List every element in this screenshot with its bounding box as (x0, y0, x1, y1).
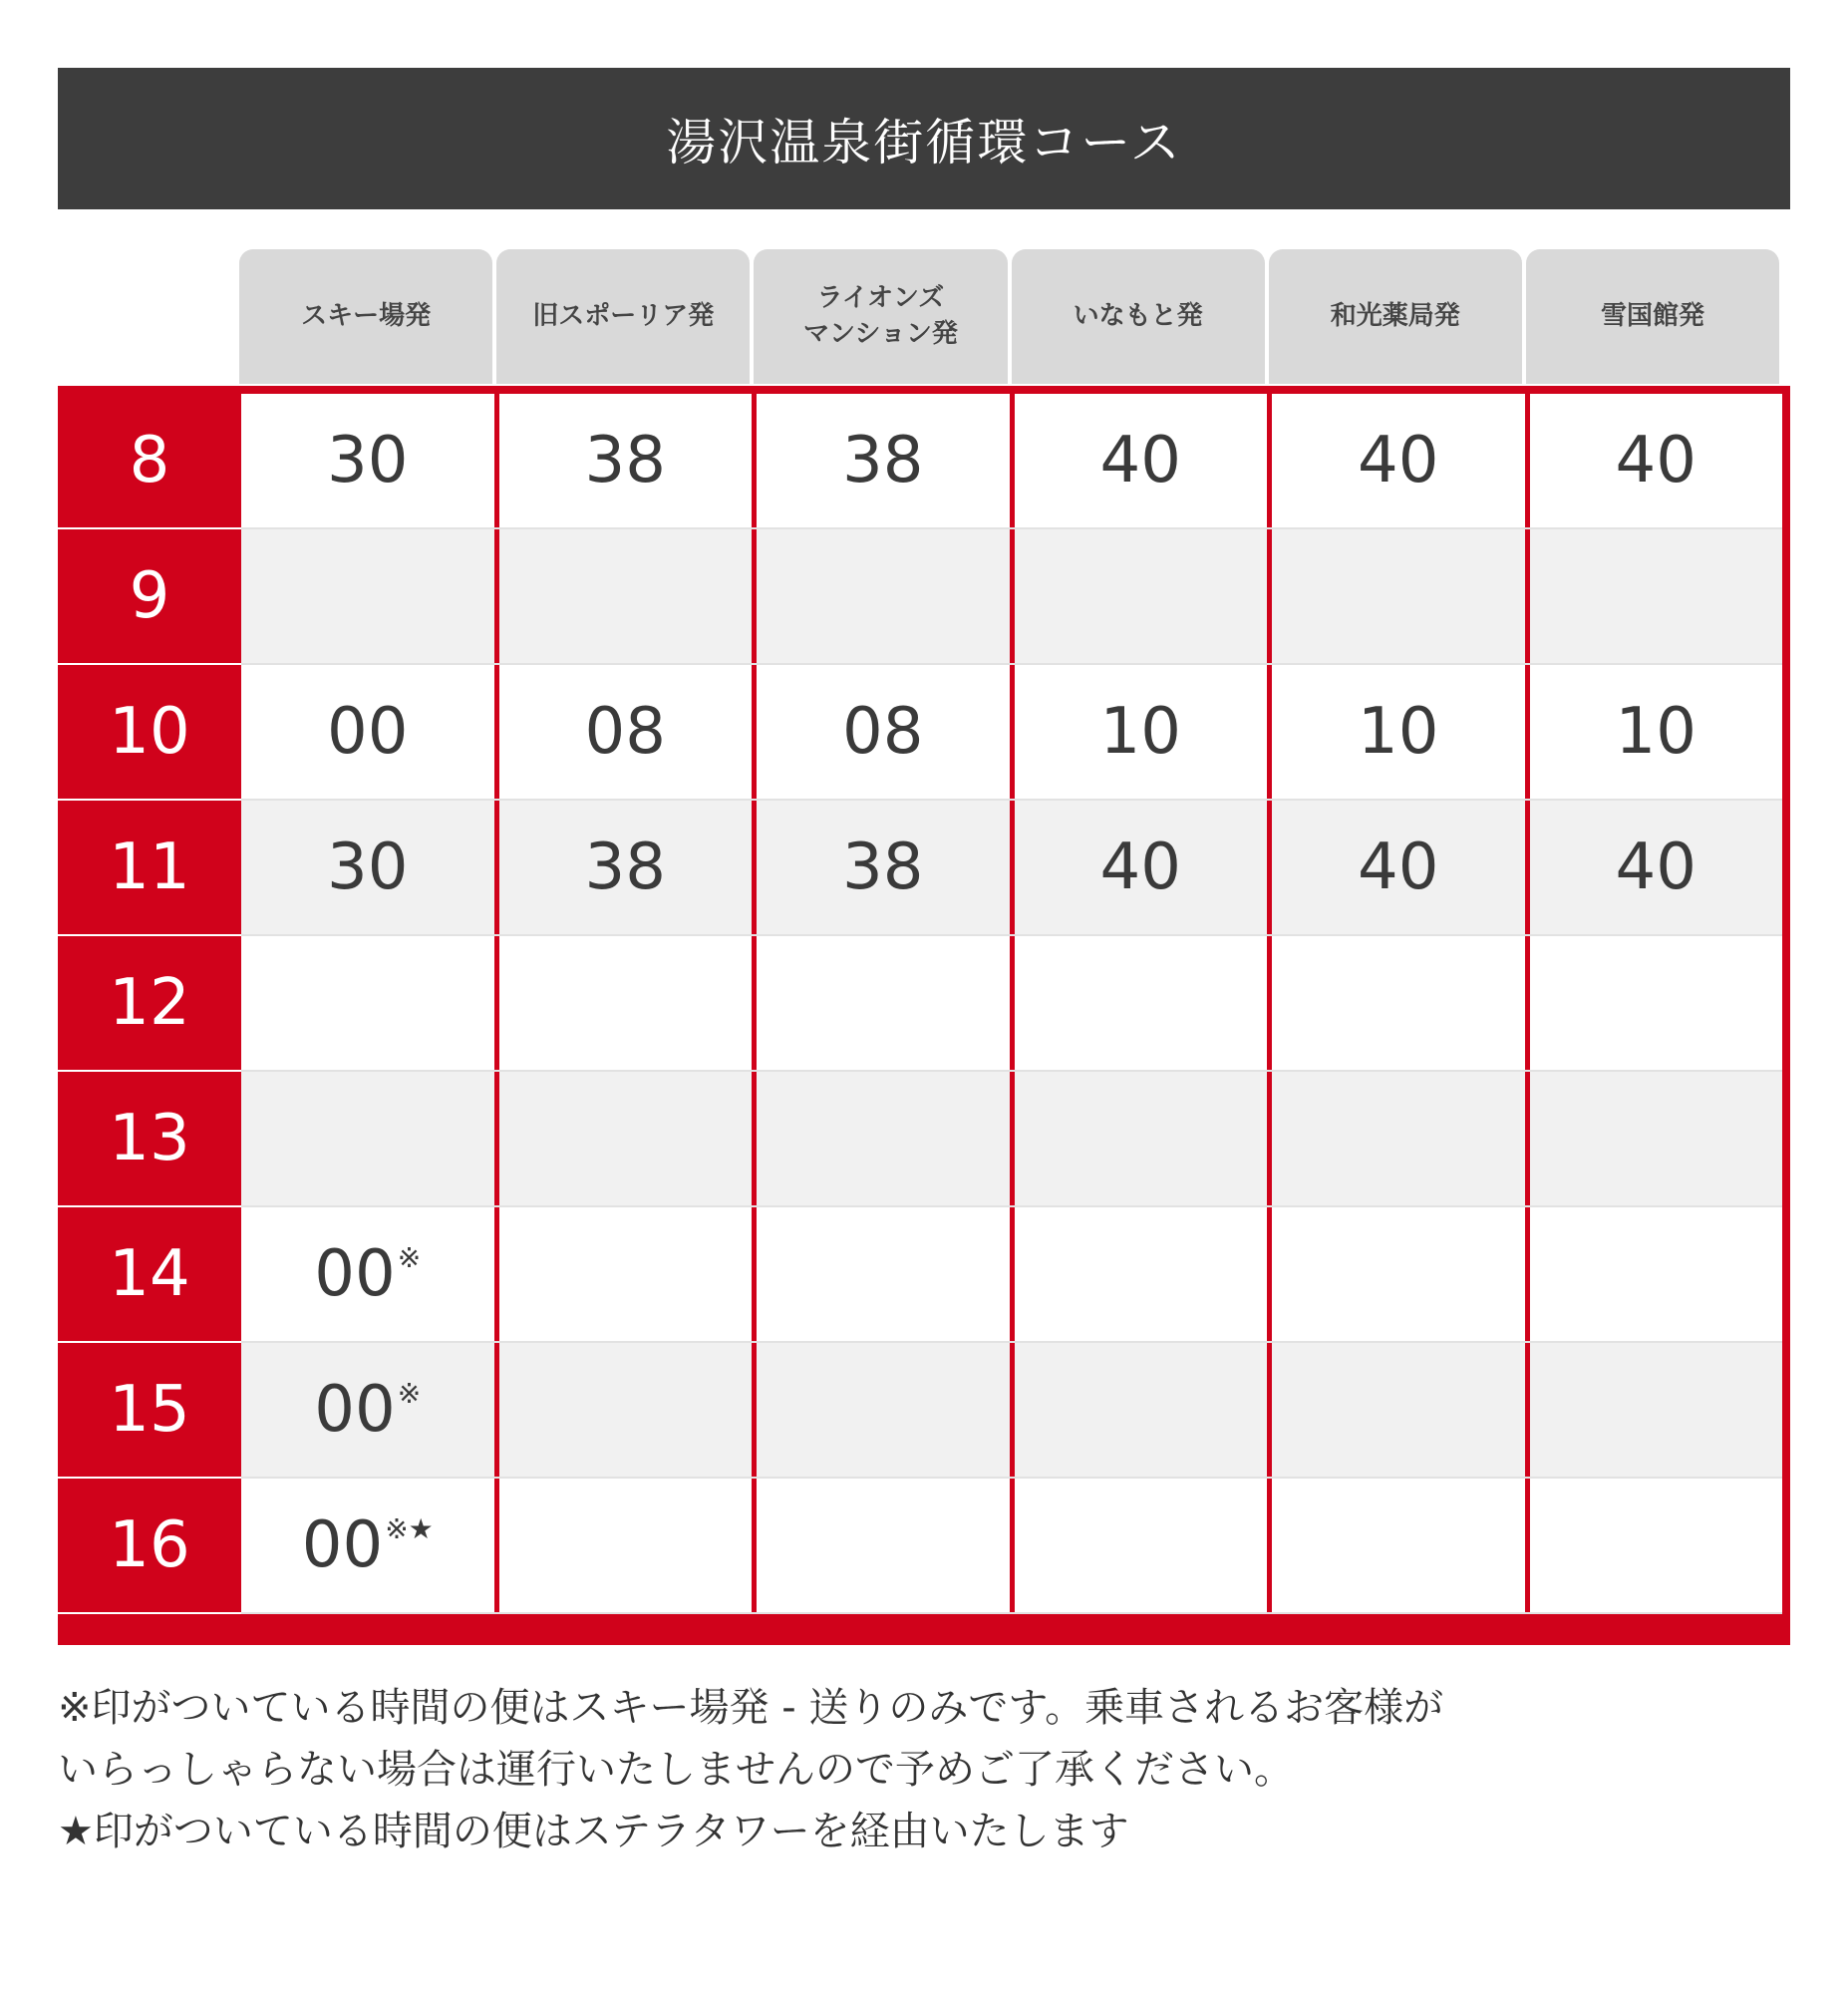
departure-time-cell (241, 1343, 494, 1477)
timetable-row (58, 936, 1790, 1072)
row-divider (241, 1612, 1782, 1614)
departure-time-cell (241, 936, 494, 1070)
departure-time-cell (1272, 1343, 1525, 1477)
hour-label: 12 (58, 936, 241, 1070)
timetable-row (58, 801, 1790, 936)
departure-time-cell (1530, 1207, 1783, 1341)
departure-time-cell (1015, 1207, 1268, 1341)
footnotes (58, 1677, 1752, 1862)
departure-minute: 08 (842, 695, 924, 769)
departure-minute: 00 (327, 695, 409, 769)
departure-minute: 10 (1615, 695, 1696, 769)
departure-time-cell (1530, 801, 1783, 934)
hour-divider (58, 1612, 241, 1614)
departure-time-cell (757, 1479, 1010, 1612)
departure-minute: 00 (314, 1373, 396, 1447)
departure-minute: 40 (1358, 424, 1439, 498)
departure-time-cell (1530, 1072, 1783, 1205)
departure-minute: 38 (584, 831, 666, 904)
column-header-wako-pharmacy: 和光薬局発 (1269, 249, 1522, 384)
footnote-line: ★印がついている時間の便はステラタワーを経由いたします (58, 1809, 1129, 1854)
footnote-line: いらっしゃらない場合は運行いたしませんので予めご了承ください。 (58, 1747, 1294, 1793)
departure-time-cell (241, 1072, 494, 1205)
hour-label: 16 (58, 1479, 241, 1612)
column-header-ski-area: スキー場発 (239, 249, 492, 384)
departure-minute: 10 (1099, 695, 1181, 769)
column-header-lions-mansion: ライオンズ マンション発 (754, 249, 1007, 384)
footnote-line: ※印がついている時間の便はスキー場発 - 送りのみです。乗車されるお客様が (58, 1685, 1444, 1731)
departure-minute: 08 (584, 695, 666, 769)
departure-time-cell (241, 1479, 494, 1612)
departure-time-cell (1272, 801, 1525, 934)
column-headers (239, 249, 1779, 384)
departure-time-cell (241, 1207, 494, 1341)
departure-time-cell (1015, 1343, 1268, 1477)
departure-time-cell (499, 529, 753, 663)
departure-time-cell (1272, 1207, 1525, 1341)
timetable-row (58, 1207, 1790, 1343)
departure-time-cell (1272, 936, 1525, 1070)
departure-time-cell (241, 801, 494, 934)
departure-minute: 30 (327, 424, 409, 498)
timetable-grid (58, 386, 1790, 1645)
departure-time-cell (499, 1072, 753, 1205)
departure-time-cell (1530, 665, 1783, 799)
departure-time-cell (757, 394, 1010, 527)
departure-time-cell (1015, 1479, 1268, 1612)
note-mark: ※★ (385, 1512, 434, 1545)
hour-label: 14 (58, 1207, 241, 1341)
departure-time-cell (1530, 529, 1783, 663)
departure-time-cell (757, 1207, 1010, 1341)
departure-time-cell (1530, 936, 1783, 1070)
page-title: 湯沢温泉街循環コース (58, 68, 1790, 209)
timetable-row (58, 394, 1790, 529)
departure-time-cell (1272, 665, 1525, 799)
departure-time-cell (499, 665, 753, 799)
hour-label: 8 (58, 394, 241, 527)
timetable-row (58, 1343, 1790, 1479)
timetable-row (58, 1479, 1790, 1614)
timetable-row (58, 1072, 1790, 1207)
timetable-row (58, 665, 1790, 801)
departure-minute: 10 (1358, 695, 1439, 769)
departure-time-cell (757, 1343, 1010, 1477)
column-header-inamoto: いなもと発 (1012, 249, 1265, 384)
departure-time-cell (1272, 1479, 1525, 1612)
departure-minute: 40 (1615, 424, 1696, 498)
departure-time-cell (1015, 801, 1268, 934)
departure-minute: 40 (1099, 831, 1181, 904)
hour-label: 13 (58, 1072, 241, 1205)
departure-time-cell (1015, 665, 1268, 799)
hour-label: 11 (58, 801, 241, 934)
departure-time-cell (1015, 529, 1268, 663)
departure-minute: 38 (584, 424, 666, 498)
departure-time-cell (757, 665, 1010, 799)
departure-time-cell (1530, 1479, 1783, 1612)
hour-label: 15 (58, 1343, 241, 1477)
note-mark: ※ (397, 1377, 422, 1410)
departure-time-cell (1015, 936, 1268, 1070)
departure-time-cell (757, 936, 1010, 1070)
column-header-old-sporia: 旧スポーリア発 (496, 249, 750, 384)
timetable-row (58, 529, 1790, 665)
departure-time-cell (241, 394, 494, 527)
departure-time-cell (1530, 394, 1783, 527)
departure-time-cell (1272, 529, 1525, 663)
departure-time-cell (1015, 394, 1268, 527)
departure-time-cell (499, 1207, 753, 1341)
departure-minute: 00 (301, 1508, 384, 1582)
departure-minute: 30 (327, 831, 409, 904)
departure-time-cell (757, 1072, 1010, 1205)
departure-time-cell (1530, 1343, 1783, 1477)
departure-time-cell (1272, 1072, 1525, 1205)
departure-time-cell (1015, 1072, 1268, 1205)
hour-label: 9 (58, 529, 241, 663)
departure-time-cell (757, 529, 1010, 663)
column-header-yukiguni-kan: 雪国館発 (1526, 249, 1779, 384)
departure-minute: 38 (842, 831, 924, 904)
departure-time-cell (1272, 394, 1525, 527)
departure-minute: 38 (842, 424, 924, 498)
note-mark: ※ (397, 1241, 422, 1274)
departure-time-cell (499, 1479, 753, 1612)
departure-time-cell (241, 665, 494, 799)
departure-time-cell (499, 936, 753, 1070)
departure-time-cell (241, 529, 494, 663)
departure-time-cell (499, 801, 753, 934)
departure-minute: 00 (314, 1237, 396, 1311)
departure-time-cell (499, 1343, 753, 1477)
hour-label: 10 (58, 665, 241, 799)
departure-time-cell (757, 801, 1010, 934)
departure-minute: 40 (1099, 424, 1181, 498)
departure-minute: 40 (1358, 831, 1439, 904)
departure-time-cell (499, 394, 753, 527)
departure-minute: 40 (1615, 831, 1696, 904)
